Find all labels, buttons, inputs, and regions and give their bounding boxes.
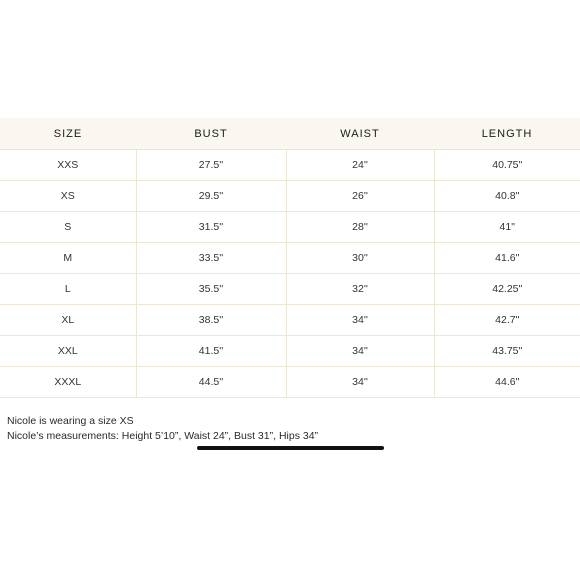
cell-waist: 24'' <box>286 150 434 181</box>
cell-bust: 29.5'' <box>136 181 286 212</box>
cell-size: XS <box>0 181 136 212</box>
home-indicator-bar[interactable] <box>197 446 384 450</box>
cell-length: 41" <box>434 212 580 243</box>
header-bust: BUST <box>136 118 286 150</box>
cell-bust: 27.5'' <box>136 150 286 181</box>
cell-bust: 35.5'' <box>136 274 286 305</box>
cell-length: 42.7" <box>434 305 580 336</box>
cell-size: XXXL <box>0 367 136 398</box>
cell-length: 42.25" <box>434 274 580 305</box>
table-row <box>0 274 580 305</box>
cell-bust: 33.5'' <box>136 243 286 274</box>
model-notes <box>7 414 318 444</box>
cell-length: 41.6" <box>434 243 580 274</box>
table-row <box>0 212 580 243</box>
cell-size: S <box>0 212 136 243</box>
table-row <box>0 367 580 398</box>
header-waist: WAIST <box>286 118 434 150</box>
cell-waist: 32'' <box>286 274 434 305</box>
cell-waist: 34'' <box>286 336 434 367</box>
cell-length: 40.75" <box>434 150 580 181</box>
cell-waist: 26'' <box>286 181 434 212</box>
cell-bust: 31.5'' <box>136 212 286 243</box>
table-row <box>0 336 580 367</box>
cell-bust: 44.5'' <box>136 367 286 398</box>
model-size-note: Nicole is wearing a size XS <box>7 415 134 427</box>
cell-length: 43.75" <box>434 336 580 367</box>
cell-size: L <box>0 274 136 305</box>
table-row <box>0 150 580 181</box>
cell-bust: 41.5'' <box>136 336 286 367</box>
cell-size: M <box>0 243 136 274</box>
cell-waist: 34'' <box>286 367 434 398</box>
cell-size: XL <box>0 305 136 336</box>
model-measurements-note: Nicole’s measurements: Height 5’10”, Waist 24”, Bust 31”, Hips 34” <box>7 430 319 442</box>
table-row <box>0 305 580 336</box>
header-length: LENGTH <box>434 118 580 150</box>
cell-size: XXL <box>0 336 136 367</box>
header-size: SIZE <box>0 118 136 150</box>
cell-bust: 38.5'' <box>136 305 286 336</box>
table-row <box>0 181 580 212</box>
size-chart-table <box>0 118 580 398</box>
cell-length: 44.6" <box>434 367 580 398</box>
table-row <box>0 243 580 274</box>
cell-size: XXS <box>0 150 136 181</box>
cell-waist: 28'' <box>286 212 434 243</box>
cell-waist: 30'' <box>286 243 434 274</box>
table-header-row <box>0 118 580 150</box>
cell-waist: 34'' <box>286 305 434 336</box>
cell-length: 40.8" <box>434 181 580 212</box>
